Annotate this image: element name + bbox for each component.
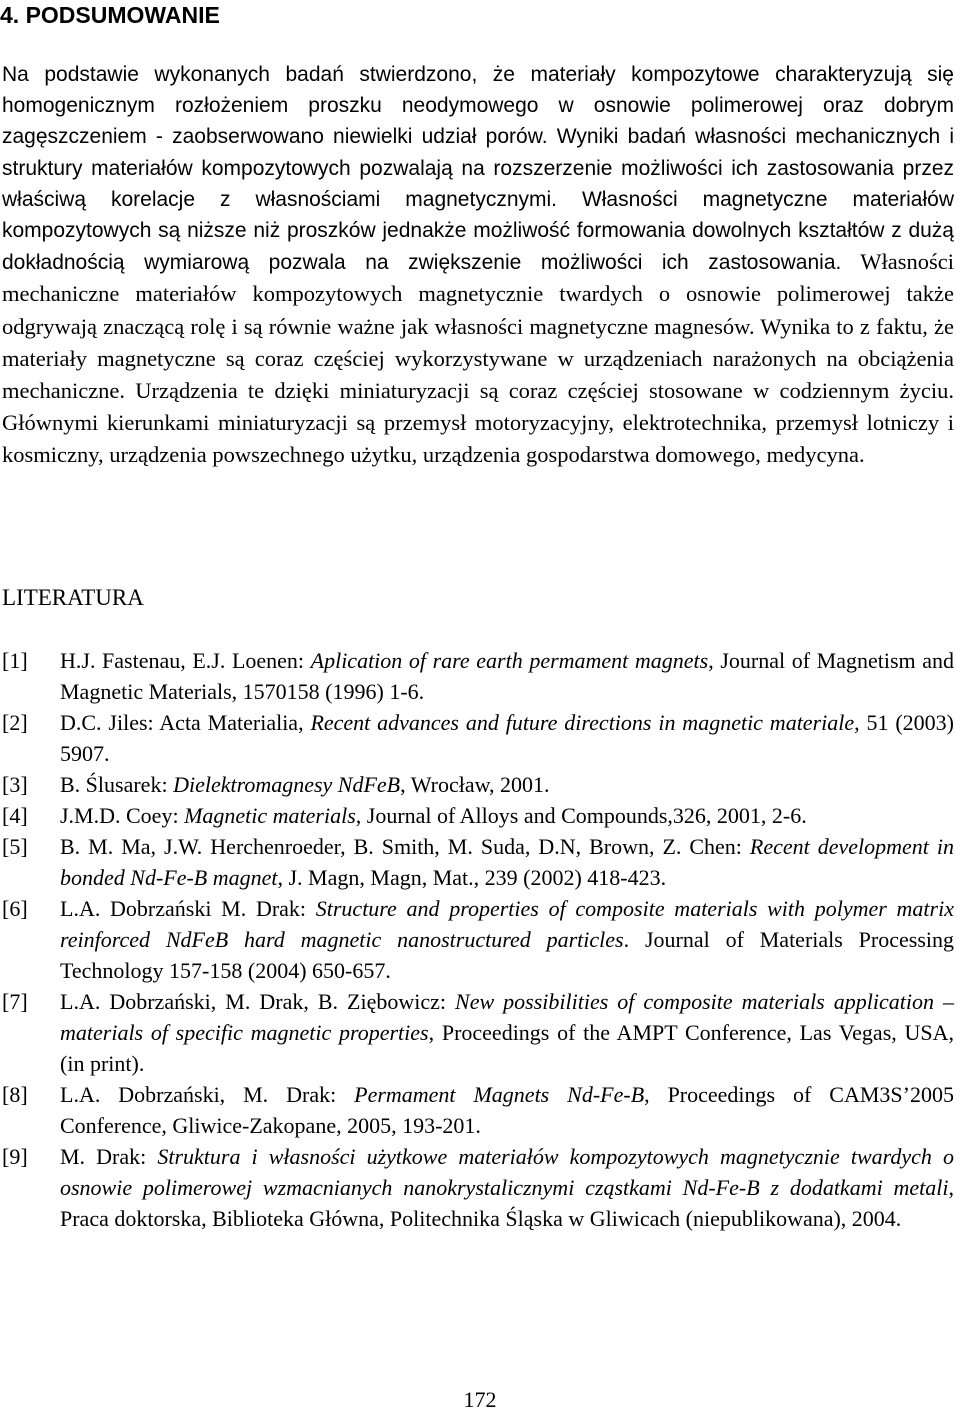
reference-authors: B. M. Ma, J.W. Herchenroeder, B. Smith, M. Suda, D.N, Brown, Z. Chen: [60, 834, 750, 859]
reference-title: New possibilities of composite materials application – materials of specific magnetic properties [60, 989, 954, 1045]
reference-title: Dielektromagnesy NdFeB [173, 772, 401, 797]
reference-item [2, 707, 954, 769]
reference-number: [3] [2, 772, 28, 797]
reference-list [2, 645, 954, 1234]
reference-source: , Wrocław, 2001. [400, 772, 550, 797]
reference-number: [9] [2, 1144, 28, 1169]
reference-title: Recent development in bonded Nd-Fe-B magnet [60, 834, 954, 890]
reference-number: [7] [2, 989, 28, 1014]
reference-source: , Proceedings of CAM3S’2005 Conference, Gliwice-Zakopane, 2005, 193-201. [60, 1082, 954, 1138]
summary-text-part2: Własności mechaniczne materiałów kompozytowych magnetycznie twardych o osnowie polimerowej także odgrywają znaczącą rolę i są równie ważne jak własności magnetyczne magnesów. Wynika to z faktu, że materiały magnetyczne są coraz częściej wykorzystywane w urządzeniach narażonych na obciążenia mechaniczne. Urządzenia te dzięki miniaturyzacji są coraz częściej stosowane w codziennym życiu. Głównymi kierunkami miniaturyzacji są przemysł motoryzacyjny, elektrotechnika, przemysł lotniczy i kosmiczny, urządzenia powszechnego użytku, urządzenia gospodarstwa domowego, medycyna. [2, 249, 954, 468]
reference-number: [6] [2, 896, 28, 921]
reference-source: , Journal of Magnetism and Magnetic Materials, 1570158 (1996) 1-6. [60, 648, 954, 704]
reference-source: , Praca doktorska, Biblioteka Główna, Politechnika Śląska w Gliwicach (niepublikowana), 2004. [60, 1175, 954, 1231]
reference-item [2, 1079, 954, 1141]
reference-source: . Journal of Materials Processing Technology 157-158 (2004) 650-657. [60, 927, 955, 983]
reference-title: Permament Magnets Nd-Fe-B [354, 1082, 645, 1107]
reference-title: Recent advances and future directions in magnetic materiale [310, 710, 855, 735]
reference-authors: M. Drak: [60, 1144, 158, 1169]
reference-item [2, 831, 954, 893]
section-heading: 4. PODSUMOWANIE [0, 2, 220, 28]
reference-source: , 51 (2003) 5907. [60, 710, 954, 766]
reference-authors: L.A. Dobrzański, M. Drak, B. Ziębowicz: [60, 989, 456, 1014]
reference-authors: L.A. Dobrzański M. Drak: [60, 896, 316, 921]
literature-heading: LITERATURA [2, 585, 144, 610]
reference-item [2, 893, 954, 986]
reference-title: Aplication of rare earth permament magnets [310, 648, 709, 673]
reference-title: Struktura i własności użytkowe materiałów kompozytowych magnetycznie twardych o osnowie polimerowej wzmacnianych nanokrystalicznymi cząstkami Nd-Fe-B z dodatkami metali [60, 1144, 954, 1200]
reference-number: [5] [2, 834, 28, 859]
reference-number: [2] [2, 710, 28, 735]
reference-authors: D.C. Jiles: Acta Materialia, [60, 710, 311, 735]
reference-number: [1] [2, 648, 28, 673]
reference-number: [8] [2, 1082, 28, 1107]
reference-authors: L.A. Dobrzański, M. Drak: [60, 1082, 355, 1107]
reference-item [2, 769, 954, 800]
reference-title: Magnetic materials [184, 803, 356, 828]
reference-number: [4] [2, 803, 28, 828]
reference-item [2, 986, 954, 1079]
reference-source: , Proceedings of the AMPT Conference, Las Vegas, USA, (in print). [60, 1020, 954, 1076]
reference-item [2, 645, 954, 707]
reference-authors: B. Ślusarek: [60, 772, 174, 797]
reference-authors: H.J. Fastenau, E.J. Loenen: [60, 648, 311, 673]
reference-title: Structure and properties of composite materials with polymer matrix reinforced NdFeB hard magnetic nanostructured particles [60, 896, 954, 952]
reference-item [2, 1141, 954, 1234]
reference-source: , Journal of Alloys and Compounds,326, 2001, 2-6. [355, 803, 807, 828]
reference-authors: J.M.D. Coey: [60, 803, 185, 828]
reference-source: , J. Magn, Magn, Mat., 239 (2002) 418-423. [277, 865, 667, 890]
reference-item [2, 800, 954, 831]
page-number: 172 [463, 1387, 497, 1412]
summary-text-part1: Na podstawie wykonanych badań stwierdzono, że materiały kompozytowe charakteryzują się homogenicznym rozłożeniem proszku neodymowego w osnowie polimerowej oraz dobrym zagęszczeniem - zaobserwowano niewielki udział porów. Wyniki badań własności mechanicznych i struktury materiałów kompozytowych pozwalają na rozszerzenie możliwości ich zastosowania przez właściwą korelacje z własnościami magnetycznymi. Własności magnetyczne materiałów kompozytowych są niższe niż proszków jednakże możliwość formowania dowolnych kształtów z dużą dokładnością wymiarową pozwala na zwiększenie możliwości ich zastosowania. [2, 63, 954, 275]
summary-paragraph [2, 59, 954, 472]
